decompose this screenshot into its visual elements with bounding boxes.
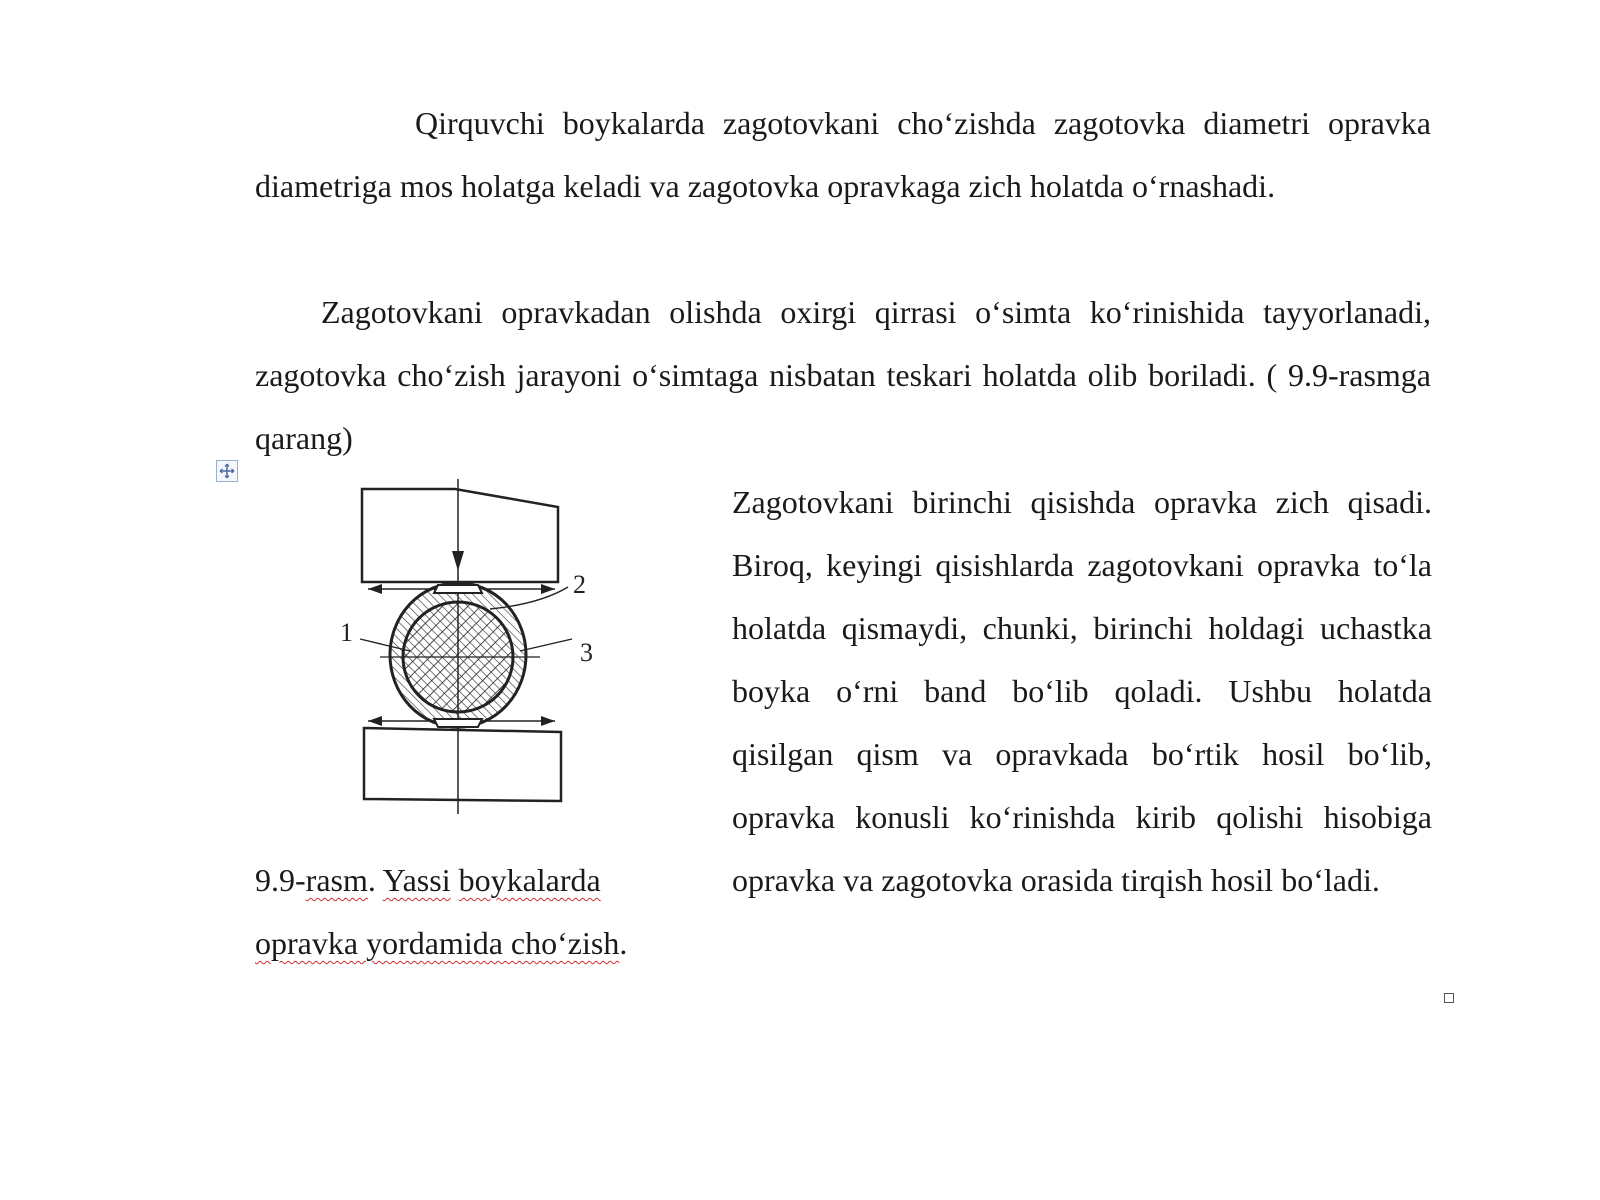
paragraph-2: Zagotovkani opravkadan olishda oxirgi qirrasi o‘simta ko‘rinishida tayyorlanadi, zagotovka cho‘zish jarayoni o‘simtaga nisbatan teskari holatda olib boriladi. ( 9.9-rasmga qarang) xyxy=(255,294,1431,456)
paragraph-3: Zagotovkani birinchi qisishda opravka zich qisadi. Biroq, keyingi qisishlarda zagotovkani opravka to‘la holatda qismaydi, chunki, birinchi holdagi uchastka boyka o‘rni band bo‘lib qoladi. Ushbu holatda qisilgan qism va opravkada bo‘rtik hosil bo‘lib, opravka konusli ko‘rinishda kirib qolishi hisobiga opravka va zagotovka orasida tirqish hosil bo‘ladi. xyxy=(732,484,1432,898)
figure-caption: 9.9-rasm. Yassi boykalarda opravka yordamida cho‘zish. xyxy=(255,862,628,961)
figure-label-2: 2 xyxy=(573,570,586,599)
figure-label-1: 1 xyxy=(340,618,353,647)
forging-diagram xyxy=(340,479,640,824)
table-resize-handle[interactable] xyxy=(1444,993,1454,1003)
table-move-handle-icon[interactable] xyxy=(216,460,238,482)
mandrel xyxy=(403,602,513,712)
lower-die xyxy=(364,728,561,801)
upper-die xyxy=(362,489,558,582)
paragraph-1: Qirquvchi boykalarda zagotovkani cho‘zishda zagotovka diametri opravka diametriga mos holatga keladi va zagotovka opravkaga zich holatda o‘rnashadi. xyxy=(255,105,1431,204)
layout-table xyxy=(255,471,1431,991)
figure-cell xyxy=(255,471,675,991)
figure-label-3: 3 xyxy=(580,638,593,667)
